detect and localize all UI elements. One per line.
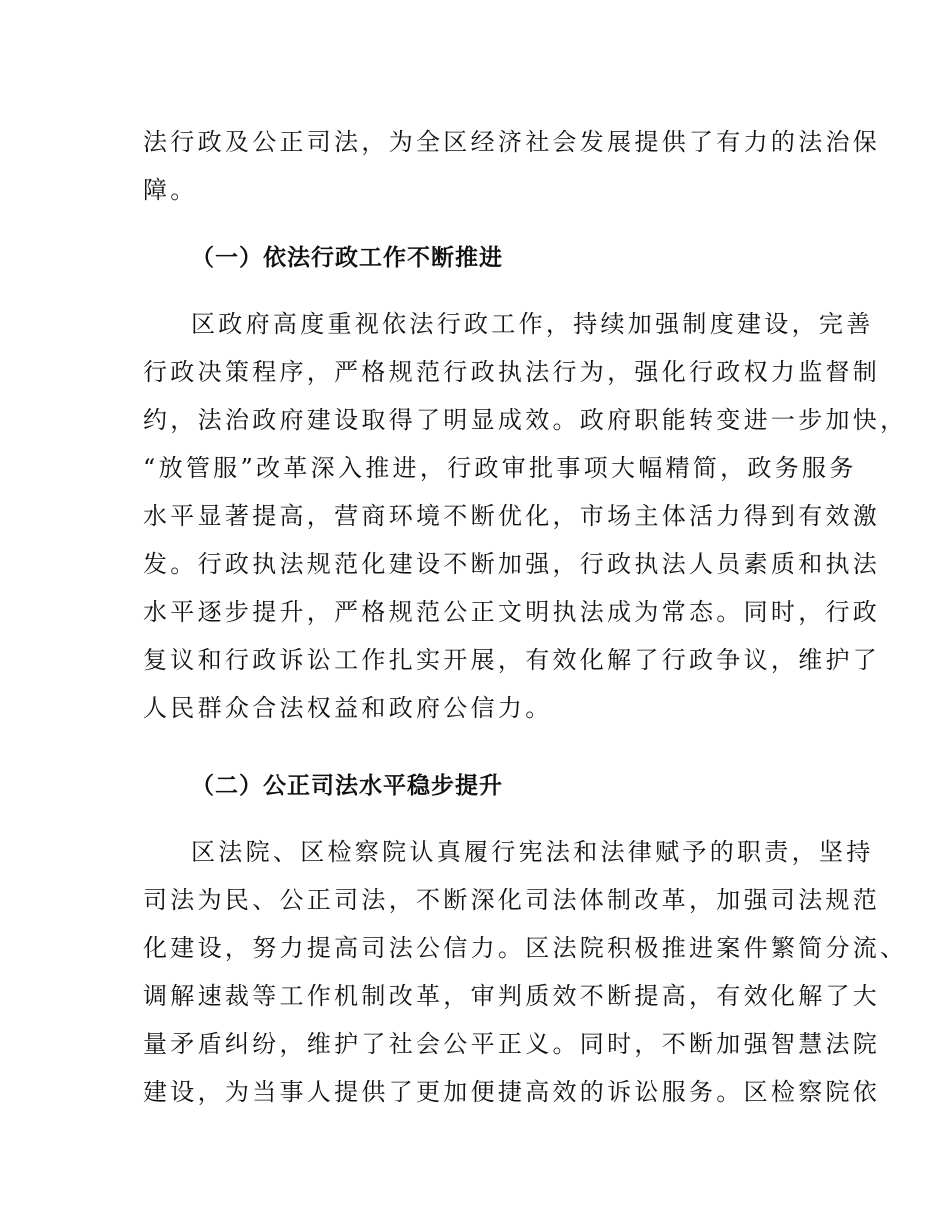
paragraph-line: 化建设，努力提高司法公信力。区法院积极推进案件繁简分流、 — [143, 934, 908, 962]
paragraph-line: 水平逐步提升，严格规范公正文明执法成为常态。同时，行政 — [143, 598, 881, 626]
paragraph-line: 水平显著提高，营商环境不断优化，市场主体活力得到有效激 — [143, 502, 881, 530]
paragraph-line: 障。 — [143, 176, 198, 204]
paragraph-line: 调解速裁等工作机制改革，审判质效不断提高，有效化解了大 — [143, 982, 881, 1010]
paragraph-line: 区法院、区检察院认真履行宪法和法律赋予的职责，坚持 — [191, 838, 874, 866]
paragraph-line: 复议和行政诉讼工作扎实开展，有效化解了行政争议，维护了 — [143, 646, 881, 674]
paragraph-line: 司法为民、公正司法，不断深化司法体制改革，加强司法规范 — [143, 886, 881, 914]
paragraph-line: 法行政及公正司法，为全区经济社会发展提供了有力的法治保 — [143, 128, 881, 156]
paragraph-line: 人民群众合法权益和政府公信力。 — [143, 694, 553, 722]
paragraph-line: 量矛盾纠纷，维护了社会公平正义。同时，不断加强智慧法院 — [143, 1030, 881, 1058]
paragraph-line: 建设，为当事人提供了更加便捷高效的诉讼服务。区检察院依 — [143, 1078, 881, 1106]
paragraph-line: 约，法治政府建设取得了明显成效。政府职能转变进一步加快， — [143, 406, 908, 434]
section-heading-2: （二）公正司法水平稳步提升 — [191, 773, 503, 799]
paragraph-line: 行政决策程序，严格规范行政执法行为，强化行政权力监督制 — [143, 358, 881, 386]
paragraph-line: “放管服”改革深入推进，行政审批事项大幅精简，政务服务 — [143, 454, 857, 482]
paragraph-line: 区政府高度重视依法行政工作，持续加强制度建设，完善 — [191, 310, 874, 338]
section-heading-1: （一）依法行政工作不断推进 — [191, 245, 503, 271]
paragraph-line: 发。行政执法规范化建设不断加强，行政执法人员素质和执法 — [143, 550, 881, 578]
